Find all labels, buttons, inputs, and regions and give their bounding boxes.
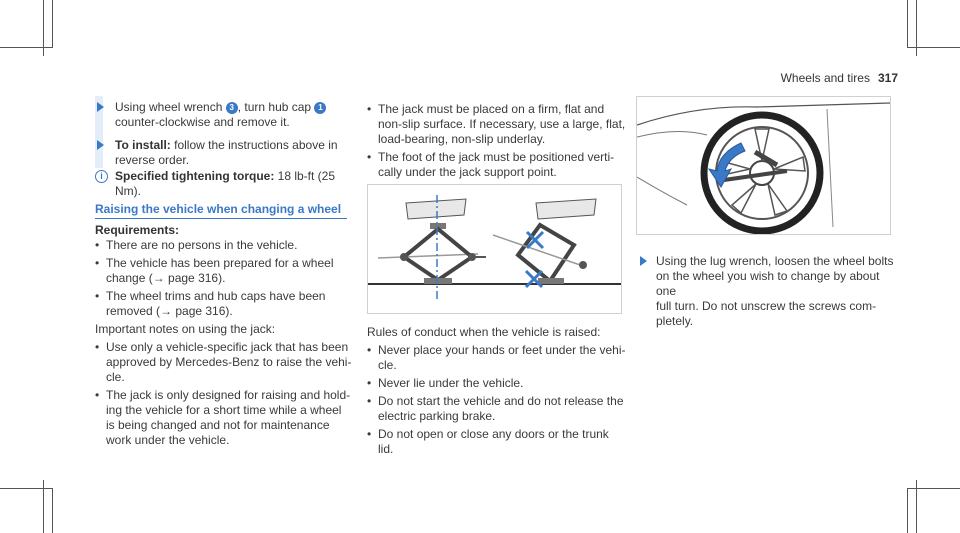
list-item: • The jack is only designed for raising and hold- ing the vehicle for a short time while a wheel is being changed and not for maintenance work under the vehicle. (95, 388, 355, 448)
callout-3: 3 (226, 102, 238, 114)
crop-mark (43, 0, 44, 56)
placement-list (367, 102, 627, 183)
crop-mark (907, 0, 908, 48)
page-number: 317 (877, 71, 898, 85)
step-loosen-bolts: Using the lug wrench, loosen the wheel bolts on the wheel you wish to change by about one full turn. Do not unscrew the screws com- pletely. (656, 254, 894, 328)
list-item: • Never place your hands or feet under the vehi- cle. (367, 343, 627, 373)
list-item: • Do not open or close any doors or the trunk lid. (367, 427, 627, 457)
crop-mark (52, 488, 53, 533)
list-item: • The jack must be placed on a firm, flat and non-slip surface. If necessary, use a large, flat, load-bearing, non-slip underlay. (367, 102, 627, 147)
list-item: • Do not start the vehicle and do not release the electric parking brake. (367, 394, 627, 424)
crop-mark (907, 488, 908, 533)
wheel-diagram (637, 97, 890, 234)
list-item: • There are no persons in the vehicle. (95, 238, 355, 253)
conduct-list (367, 343, 627, 460)
step-arrow-icon (97, 102, 104, 112)
requirements-list (95, 238, 355, 322)
list-item: • Use only a vehicle-specific jack that has been approved by Mercedes-Benz to raise the vehi- cle. (95, 340, 355, 385)
jack-placement-illustration (367, 184, 622, 314)
crop-mark (43, 480, 44, 533)
list-item: • The foot of the jack must be positioned verti- cally under the jack support point. (367, 150, 627, 180)
step-arrow-icon (97, 140, 104, 150)
torque-note: Specified tightening torque: 18 lb-ft (25 Nm). (115, 169, 336, 198)
callout-1: 1 (314, 102, 326, 114)
page-header (781, 71, 898, 85)
section-heading: Raising the vehicle when changing a wheel (95, 202, 347, 219)
step-remove-hub-cap: Using wheel wrench 3 , turn hub cap 1 counter-clockwise and remove it. (115, 100, 355, 130)
wheel-illustration (636, 96, 891, 235)
crop-mark (0, 47, 52, 48)
jack-notes-list (95, 340, 355, 451)
jack-diagram (368, 185, 621, 313)
conduct-intro: Rules of conduct when the vehicle is raised: (367, 325, 601, 339)
crop-mark (52, 0, 53, 48)
info-icon: i (95, 170, 108, 183)
list-item: • The vehicle has been prepared for a wheel change (→ page 316). (95, 256, 355, 286)
crop-mark (916, 0, 917, 56)
crop-mark (0, 488, 52, 489)
step-arrow-icon (640, 256, 647, 266)
step-install: To install: follow the instructions above in reverse order. (115, 138, 338, 167)
jack-notes-intro: Important notes on using the jack: (95, 322, 276, 336)
section-title: Wheels and tires (780, 71, 870, 85)
crop-mark (916, 480, 917, 533)
list-item: • Never lie under the vehicle. (367, 376, 627, 391)
requirements-label: Requirements: (95, 223, 180, 237)
list-item: • The wheel trims and hub caps have been removed (→ page 316). (95, 289, 355, 319)
